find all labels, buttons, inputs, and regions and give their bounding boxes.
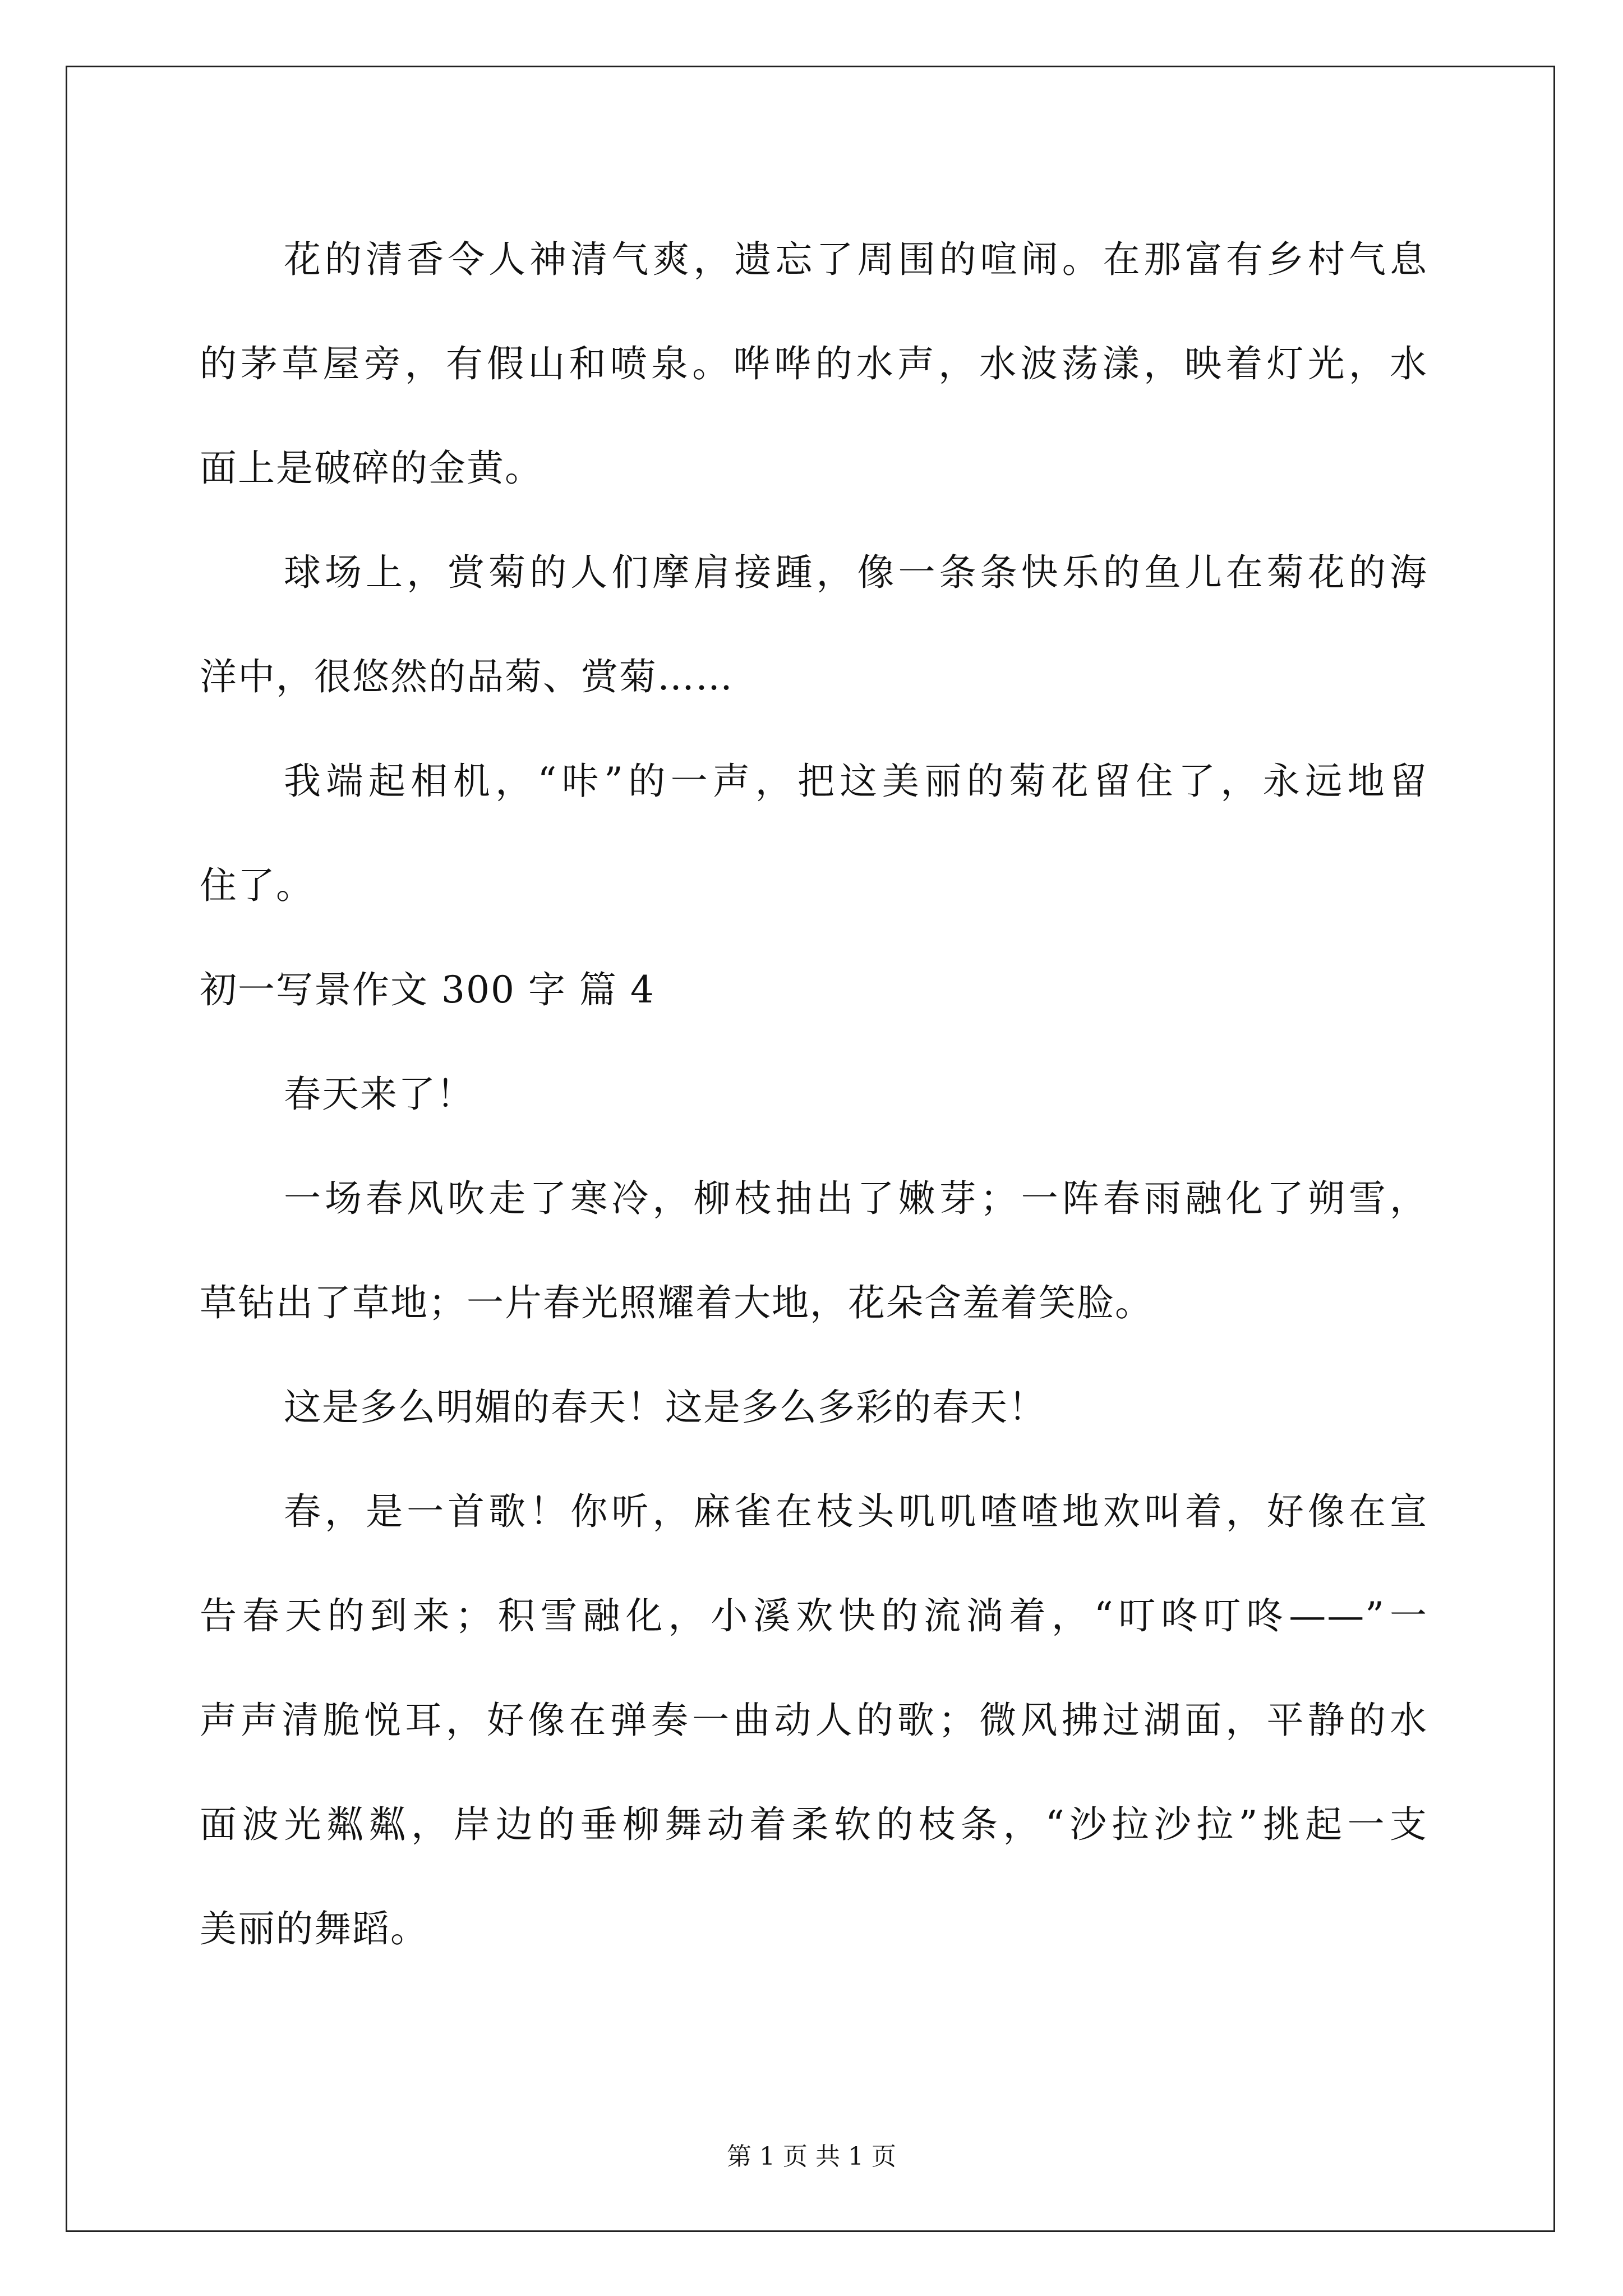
paragraph-line: 美丽的舞蹈。: [200, 1907, 428, 1950]
paragraph-line: 花的清香令人神清气爽，遗忘了周围的喧闹。在那富有乡村气息: [284, 238, 1428, 281]
paragraph-line: 的茅草屋旁，有假山和喷泉。哗哗的水声，水波荡漾，映着灯光，水: [200, 342, 1428, 385]
paragraph-line: 我端起相机，“咔”的一声，把这美丽的菊花留住了，永远地留: [284, 760, 1428, 803]
paragraph-line: 声声清脆悦耳，好像在弹奏一曲动人的歌；微风拂过湖面，平静的水: [200, 1699, 1428, 1742]
paragraph-line: 球场上，赏菊的人们摩肩接踵，像一条条快乐的鱼儿在菊花的海: [284, 551, 1428, 594]
paragraph-line: 洋中，很悠然的品菊、赏菊……: [200, 655, 734, 698]
document-body: [200, 208, 1428, 1981]
paragraph-line: 草钻出了草地；一片春光照耀着大地，花朵含羞着笑脸。: [200, 1281, 1153, 1324]
paragraph-line: 面上是破碎的金黄。: [200, 447, 543, 490]
section-heading: 初一写景作文 300 字 篇 4: [200, 968, 655, 1011]
paragraph-line: 春天来了！: [284, 1073, 474, 1116]
paragraph-line: 面波光粼粼，岸边的垂柳舞动着柔软的枝条，“沙拉沙拉”挑起一支: [200, 1803, 1428, 1846]
paragraph-line: 告春天的到来；积雪融化，小溪欢快的流淌着，“叮咚叮咚——”一: [200, 1594, 1428, 1637]
paragraph-line: 一场春风吹走了寒冷，柳枝抽出了嫩芽；一阵春雨融化了朔雪，: [284, 1177, 1428, 1220]
page-number-footer: 第 1 页 共 1 页: [727, 2142, 896, 2171]
paragraph-line: 住了。: [200, 864, 314, 907]
paragraph-line: 这是多么明媚的春天！这是多么多彩的春天！: [284, 1386, 1046, 1429]
paragraph-line: 春，是一首歌！你听，麻雀在枝头叽叽喳喳地欢叫着，好像在宣: [284, 1490, 1428, 1533]
